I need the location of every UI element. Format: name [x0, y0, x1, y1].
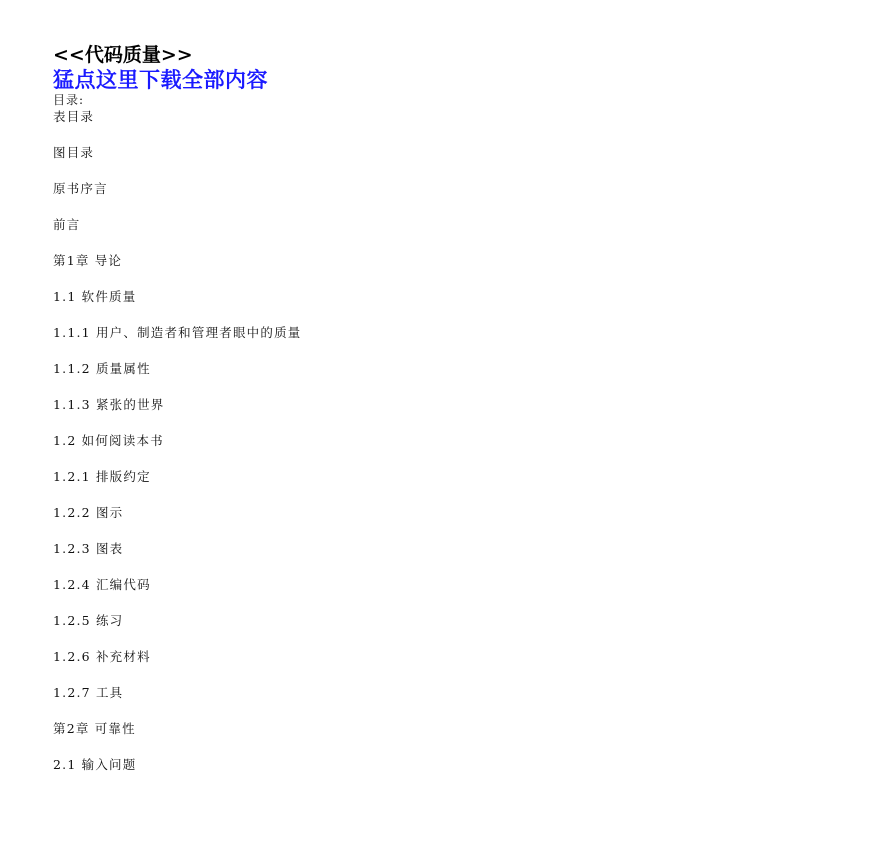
toc-item: 1.2.1 排版约定: [53, 469, 151, 484]
toc-list: [53, 110, 830, 772]
toc-item: 1.2.7 工具: [53, 685, 124, 700]
toc-item: 2.1 输入问题: [53, 757, 137, 772]
document-title: <<代码质量>>: [53, 44, 193, 66]
toc-item: 第1章 导论: [53, 253, 123, 268]
toc-item: 1.2.5 练习: [53, 613, 124, 628]
toc-item: 1.1.3 紧张的世界: [53, 397, 165, 412]
toc-item: 1.2.4 汇编代码: [53, 577, 151, 592]
toc-item: 1.1.1 用户、制造者和管理者眼中的质量: [53, 325, 302, 340]
toc-heading: 目录:: [53, 93, 85, 107]
toc-item: 表目录: [53, 109, 95, 124]
toc-item: 1.1 软件质量: [53, 289, 137, 304]
toc-item: 1.1.2 质量属性: [53, 361, 151, 376]
toc-item: 图目录: [53, 145, 95, 160]
toc-item: 原书序言: [53, 181, 108, 196]
toc-item: 1.2.3 图表: [53, 541, 124, 556]
toc-item: 1.2.6 补充材料: [53, 649, 151, 664]
toc-item: 1.2.2 图示: [53, 505, 124, 520]
download-all-link[interactable]: 猛点这里下载全部内容: [53, 67, 268, 92]
toc-item: 第2章 可靠性: [53, 721, 136, 736]
toc-item: 1.2 如何阅读本书: [53, 433, 164, 448]
document-page: [53, 44, 830, 794]
toc-item: 前言: [53, 217, 81, 232]
